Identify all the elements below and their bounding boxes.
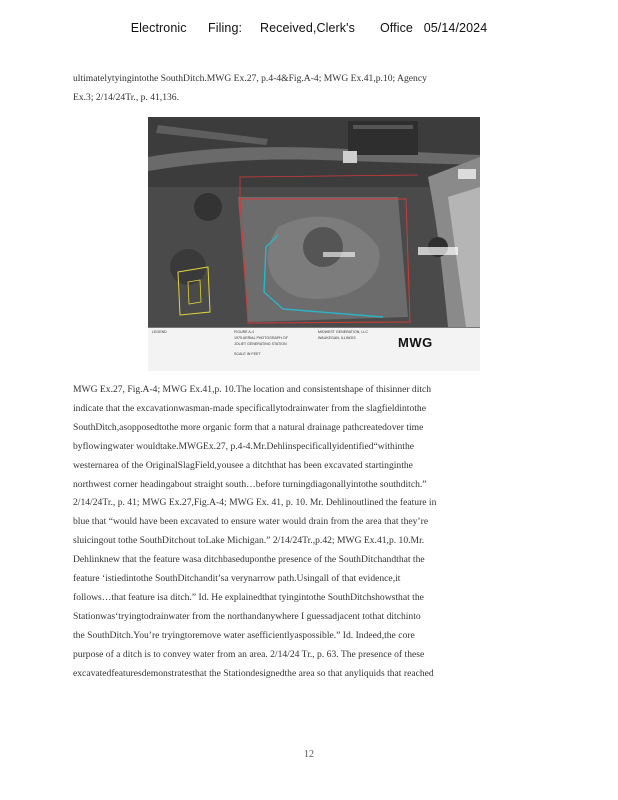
paragraph-line: byflowingwater wouldtake.MWGEx.27, p.4-4.Mr.Dehlinspecificallyidentified“withinthe <box>73 440 415 452</box>
figure-title-block <box>148 327 480 371</box>
paragraph-line: SouthDitch,asopposedtothe more organic form that a natural drainage pathcreatedover time <box>73 421 424 433</box>
paragraph-line: sluicingout tothe SouthDitchout toLake Michigan.” 2/14/24Tr.,p.42; MWG Ex.41,p. 10.Mr. <box>73 535 425 547</box>
paragraph-line: westernarea of the OriginalSlagField,yousee a ditchthat has been excavated startinginthe <box>73 459 413 471</box>
filing-header: Electronic Filing: Received,Clerk's Office 05/14/2024 <box>130 21 488 35</box>
aerial-photograph-figure <box>148 117 480 371</box>
paragraph-line: excavatedfeaturesdemonstratesthat the Stationdesignedthe area so that anyliquids that reached <box>73 667 434 679</box>
paragraph-line: purpose of a ditch is to convey water from an area. 2/14/24 Tr., p. 63. The presence of these <box>73 648 425 660</box>
paragraph-line: Stationwas‘tryingtodrainwater from the northandanywhere I guessadjacent tothat ditchinto <box>73 610 421 622</box>
aerial-photo-image <box>148 117 480 327</box>
figure-caption-line: FIGURE A-4 <box>234 330 254 334</box>
page-number: 12 <box>304 749 314 760</box>
paragraph-line: indicate that the excavationwasman-made specificallytodrainwater from the slagfieldintothe <box>73 402 426 414</box>
scale-note: SCALE IN FEET <box>234 352 261 356</box>
paragraph-line: Dehlinknew that the feature wasa ditchbaseduponthe presence of the SouthDitchandthat the <box>73 554 425 566</box>
top-paragraph <box>73 70 531 108</box>
body-paragraph <box>73 381 531 684</box>
paragraph-line: the SouthDitch.You’re tryingtoremove water asefficientlyaspossible.” Id. Indeed,the core <box>73 629 415 641</box>
paragraph-line: Ex.3; 2/14/24Tr., p. 41,136. <box>73 91 179 103</box>
paragraph-line: MWG Ex.27, Fig.A-4; MWG Ex.41,p. 10.The location and consistentshape of thisinner ditch <box>73 384 432 395</box>
paragraph-line: northwest corner headingabout straight south…before turningdiagonallyintothe southditch.” <box>73 478 427 490</box>
mwg-logo: MWG <box>398 335 433 350</box>
site-title: JOLIET GENERATING STATION <box>234 342 287 346</box>
paragraph-line: feature ‘istiedintothe SouthDitchandit’sa verynarrow path.Usingall of that evidence,it <box>73 573 401 585</box>
paragraph-line: blue that “would have been excavated to ensure water would drain from the area that they’re <box>73 516 429 528</box>
paragraph-line: 2/14/24Tr., p. 41; MWG Ex.27,Fig.A-4; MWG Ex. 41, p. 10. Mr. Dehlinoutlined the feature in <box>73 497 437 509</box>
paragraph-line: ultimatelytyingintothe SouthDitch.MWG Ex.27, p.4-4&Fig.A-4; MWG Ex.41,p.10; Agency <box>73 73 427 84</box>
project-note: MIDWEST GENERATION, LLC <box>318 330 368 334</box>
paragraph-line: follows…that feature isa ditch.” Id. He explainedthat tyingintothe SouthDitchshowsthat the <box>73 591 424 603</box>
location-note: WAUKEGAN, ILLINOIS <box>318 336 356 340</box>
legend-note: LEGEND <box>152 330 167 334</box>
figure-caption-title: 1975 AERIAL PHOTOGRAPH OF <box>234 336 288 340</box>
